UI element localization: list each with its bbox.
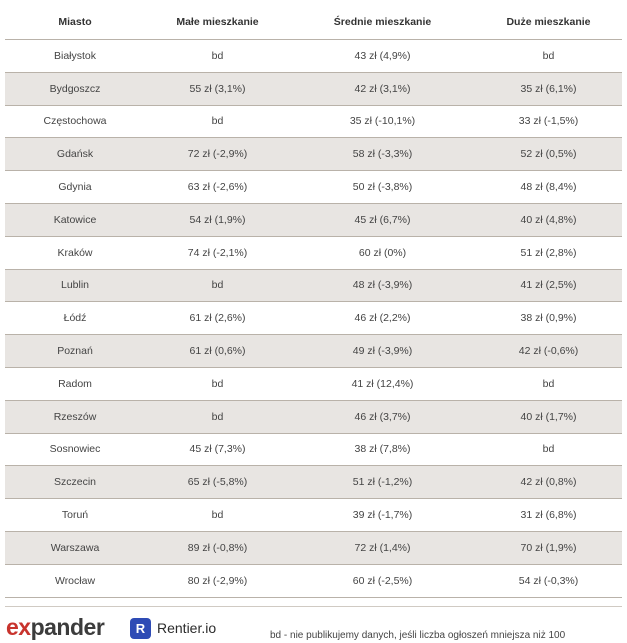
cell-medium-flat: 45 zł (6,7%) [290,203,475,236]
cell-small-flat: 55 zł (3,1%) [145,72,290,105]
rentier-logo-text: Rentier.io [157,620,217,636]
cell-city: Toruń [5,499,145,532]
cell-large-flat: 52 zł (0,5%) [475,138,622,171]
expander-logo-accent: ex [6,614,31,640]
table-row [5,564,622,597]
cell-large-flat: 40 zł (4,8%) [475,203,622,236]
table-row [5,138,622,171]
cell-medium-flat: 38 zł (7,8%) [290,433,475,466]
rentier-logo [130,616,216,640]
footer-divider [5,606,622,607]
table-row [5,335,622,368]
cell-city: Szczecin [5,466,145,499]
header-city: Miasto [5,5,145,40]
cell-medium-flat: 42 zł (3,1%) [290,72,475,105]
cell-city: Częstochowa [5,105,145,138]
table-header-row [5,5,622,40]
cell-city: Poznań [5,335,145,368]
cell-city: Gdańsk [5,138,145,171]
cell-small-flat: 74 zł (-2,1%) [145,236,290,269]
expander-logo-text: pander [30,614,105,640]
rent-price-table [5,5,622,598]
table-row [5,466,622,499]
cell-city: Wrocław [5,564,145,597]
cell-large-flat: 42 zł (-0,6%) [475,335,622,368]
cell-large-flat: 35 zł (6,1%) [475,72,622,105]
cell-small-flat: 45 zł (7,3%) [145,433,290,466]
cell-medium-flat: 58 zł (-3,3%) [290,138,475,171]
table-row [5,105,622,138]
cell-large-flat: 38 zł (0,9%) [475,302,622,335]
footnote: bd - nie publikujemy danych, jeśli liczba ogłoszeń mniejsza niż 100 [270,630,566,641]
cell-small-flat: 63 zł (-2,6%) [145,171,290,204]
cell-small-flat: bd [145,40,290,73]
table-row [5,203,622,236]
cell-city: Gdynia [5,171,145,204]
table-row [5,367,622,400]
table-row [5,40,622,73]
cell-large-flat: 54 zł (-0,3%) [475,564,622,597]
header-small-flat: Małe mieszkanie [145,5,290,40]
cell-large-flat: 33 zł (-1,5%) [475,105,622,138]
expander-logo [6,614,104,641]
cell-small-flat: 80 zł (-2,9%) [145,564,290,597]
cell-city: Lublin [5,269,145,302]
table-row [5,499,622,532]
cell-large-flat: bd [475,40,622,73]
cell-city: Bydgoszcz [5,72,145,105]
cell-large-flat: 48 zł (8,4%) [475,171,622,204]
cell-city: Kraków [5,236,145,269]
table-row [5,72,622,105]
cell-small-flat: 72 zł (-2,9%) [145,138,290,171]
cell-small-flat: 61 zł (2,6%) [145,302,290,335]
cell-city: Warszawa [5,531,145,564]
cell-large-flat: bd [475,433,622,466]
header-medium-flat: Średnie mieszkanie [290,5,475,40]
cell-large-flat: 40 zł (1,7%) [475,400,622,433]
cell-large-flat: 31 zł (6,8%) [475,499,622,532]
table-row [5,236,622,269]
table-row [5,302,622,335]
cell-medium-flat: 72 zł (1,4%) [290,531,475,564]
cell-medium-flat: 60 zł (-2,5%) [290,564,475,597]
cell-small-flat: bd [145,367,290,400]
cell-medium-flat: 60 zł (0%) [290,236,475,269]
header-large-flat: Duże mieszkanie [475,5,622,40]
cell-medium-flat: 49 zł (-3,9%) [290,335,475,368]
table-row [5,531,622,564]
cell-medium-flat: 48 zł (-3,9%) [290,269,475,302]
cell-medium-flat: 35 zł (-10,1%) [290,105,475,138]
table-row [5,400,622,433]
cell-city: Łódź [5,302,145,335]
cell-small-flat: 89 zł (-0,8%) [145,531,290,564]
cell-city: Katowice [5,203,145,236]
rentier-badge-icon: R [130,618,151,639]
cell-medium-flat: 43 zł (4,9%) [290,40,475,73]
cell-small-flat: 54 zł (1,9%) [145,203,290,236]
cell-medium-flat: 41 zł (12,4%) [290,367,475,400]
cell-large-flat: 42 zł (0,8%) [475,466,622,499]
cell-large-flat: 70 zł (1,9%) [475,531,622,564]
table-row [5,269,622,302]
cell-medium-flat: 46 zł (2,2%) [290,302,475,335]
table-row [5,433,622,466]
cell-large-flat: bd [475,367,622,400]
cell-medium-flat: 50 zł (-3,8%) [290,171,475,204]
cell-city: Sosnowiec [5,433,145,466]
cell-medium-flat: 46 zł (3,7%) [290,400,475,433]
cell-small-flat: bd [145,269,290,302]
cell-small-flat: bd [145,105,290,138]
cell-medium-flat: 39 zł (-1,7%) [290,499,475,532]
cell-small-flat: bd [145,499,290,532]
cell-city: Rzeszów [5,400,145,433]
table-row [5,171,622,204]
cell-small-flat: 61 zł (0,6%) [145,335,290,368]
cell-city: Radom [5,367,145,400]
cell-small-flat: bd [145,400,290,433]
cell-small-flat: 65 zł (-5,8%) [145,466,290,499]
cell-medium-flat: 51 zł (-1,2%) [290,466,475,499]
cell-large-flat: 41 zł (2,5%) [475,269,622,302]
cell-city: Białystok [5,40,145,73]
cell-large-flat: 51 zł (2,8%) [475,236,622,269]
